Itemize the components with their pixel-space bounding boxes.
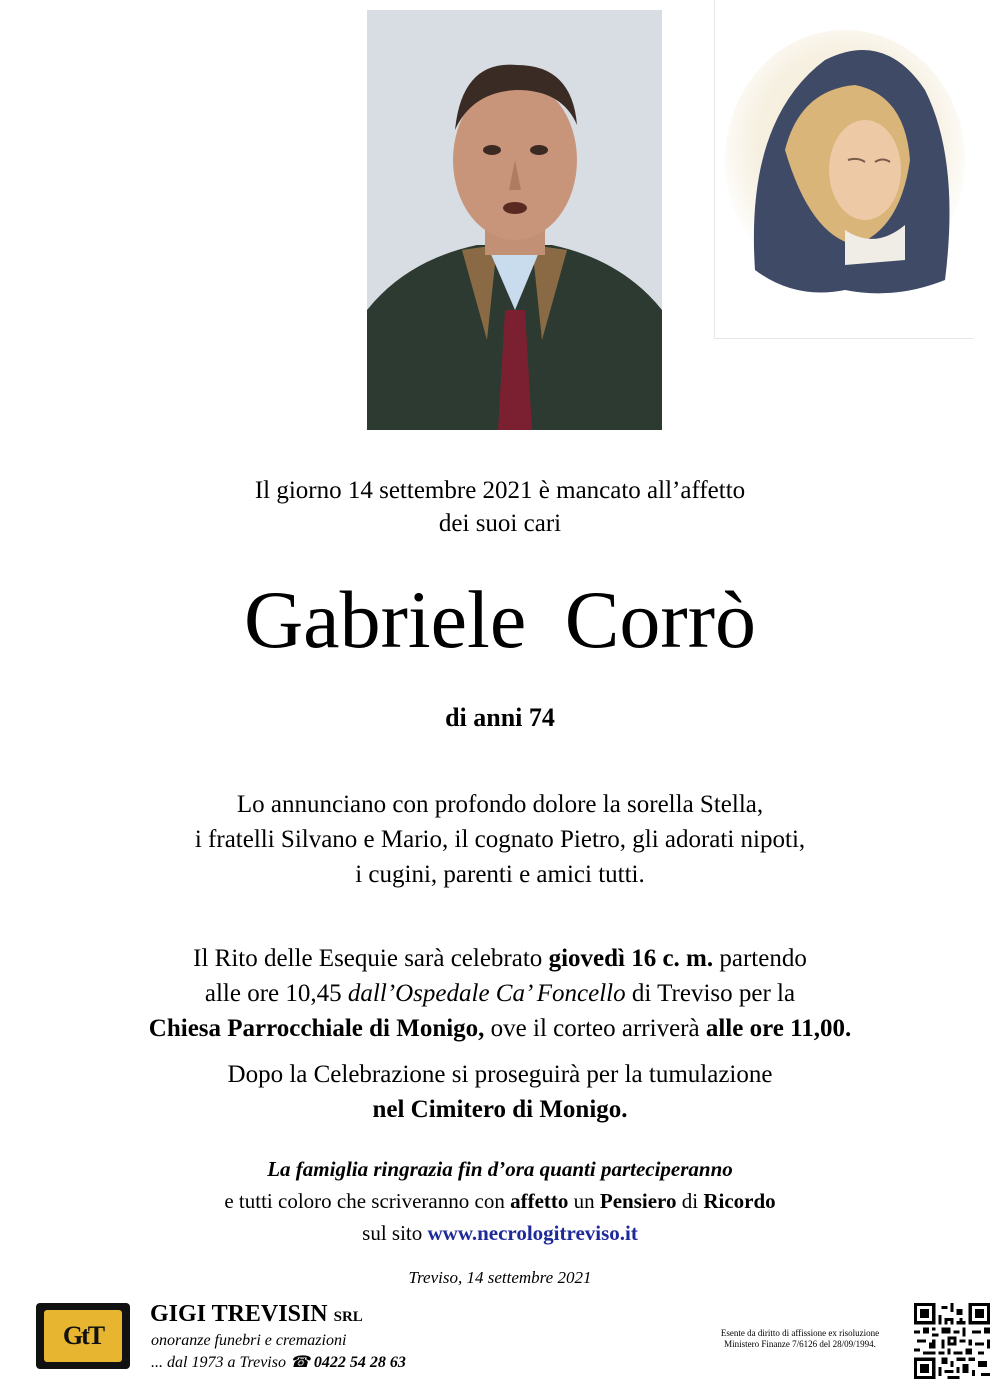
deceased-portrait xyxy=(367,10,662,430)
last-name: Corrò xyxy=(564,574,757,665)
thanks-text-part: di xyxy=(676,1189,704,1213)
thanks-bold: affetto xyxy=(510,1189,569,1213)
phone-number: 0422 54 28 63 xyxy=(313,1354,406,1371)
thanks-text-part: sul sito xyxy=(362,1221,428,1245)
thanks-italic: La famiglia ringrazia fin d’ora quanti parteciperanno xyxy=(267,1157,733,1181)
funeral-line-2 xyxy=(0,976,1000,1011)
exemption-line-1: Esente da diritto di affissione ex risoluzione xyxy=(720,1328,880,1338)
cemetery-name: nel Cimitero di Monigo. xyxy=(372,1096,628,1123)
burial-line-2 xyxy=(0,1092,1000,1127)
funeral-text: partendo xyxy=(713,945,807,972)
website-link[interactable]: www.necrologitreviso.it xyxy=(427,1221,638,1245)
thanks-line-3 xyxy=(0,1217,1000,1249)
funeral-line-1 xyxy=(0,941,1000,976)
announcement-line-1: Lo annunciano con profondo dolore la sorella Stella, xyxy=(236,791,764,818)
thanks-text-part: un xyxy=(568,1189,600,1213)
logo-text: GtT xyxy=(44,1310,122,1362)
funeral-arrival-time: alle ore 11,00. xyxy=(705,1015,852,1042)
intro-line-1: Il giorno 14 settembre 2021 è mancato all’affetto xyxy=(254,477,746,504)
first-name: Gabriele xyxy=(243,574,527,665)
burial-line-1: Dopo la Celebrazione si proseguirà per la tumulazione xyxy=(227,1061,773,1088)
firm-name xyxy=(150,1301,363,1328)
funeral-departure: dall’Ospedale Ca’ Foncello xyxy=(347,980,626,1007)
age-text: di anni 74 xyxy=(445,703,555,732)
funeral-text: ove il corteo arriverà xyxy=(484,1015,706,1042)
funeral-text: di Treviso per la xyxy=(625,980,796,1007)
funeral-time: alle ore 10,45 xyxy=(204,980,348,1007)
madonna-image xyxy=(714,0,973,339)
announcement-line-3: i cugini, parenti e amici tutti. xyxy=(355,861,645,888)
firm-name-text: GIGI TREVISIN xyxy=(150,1301,328,1327)
thanks-text xyxy=(0,1153,1000,1249)
thanks-text-part: e tutti coloro che scriveranno con xyxy=(224,1189,511,1213)
announcement-line-2: i fratelli Silvano e Mario, il cognato Pietro, gli adorati nipoti, xyxy=(194,826,806,853)
since-text: ... dal 1973 a Treviso xyxy=(151,1354,286,1371)
phone-icon: ☎ xyxy=(289,1354,310,1371)
qr-code[interactable] xyxy=(914,1303,990,1379)
exemption-line-2: Ministero Finanze 7/6126 del 28/09/1994. xyxy=(724,1339,876,1349)
madonna-illustration xyxy=(715,0,973,338)
firm-tagline: onoranze funebri e cremazioni xyxy=(151,1332,347,1349)
announcement xyxy=(0,787,1000,892)
funeral-info xyxy=(0,941,1000,1046)
funeral-date: giovedì 16 c. m. xyxy=(548,945,714,972)
funeral-church: Chiesa Parrocchiale di Monigo, xyxy=(148,1015,485,1042)
burial-info xyxy=(0,1057,1000,1127)
exemption-note xyxy=(700,1328,900,1350)
funeral-text: Il Rito delle Esequie sarà celebrato xyxy=(193,945,549,972)
place-date: Treviso, 14 settembre 2021 xyxy=(408,1268,592,1287)
thanks-bold: Pensiero xyxy=(599,1189,677,1213)
company-logo xyxy=(36,1303,130,1369)
thanks-line-2 xyxy=(0,1185,1000,1217)
firm-since xyxy=(151,1352,406,1372)
deceased-name xyxy=(0,572,1000,668)
qr-code-graphic xyxy=(914,1303,990,1379)
funeral-line-3 xyxy=(0,1011,1000,1046)
thanks-bold: Ricordo xyxy=(703,1189,776,1213)
thanks-line-1 xyxy=(0,1153,1000,1185)
intro-text xyxy=(0,474,1000,540)
portrait-illustration xyxy=(367,10,662,430)
firm-suffix: SRL xyxy=(333,1309,363,1325)
intro-line-2: dei suoi cari xyxy=(438,510,562,537)
